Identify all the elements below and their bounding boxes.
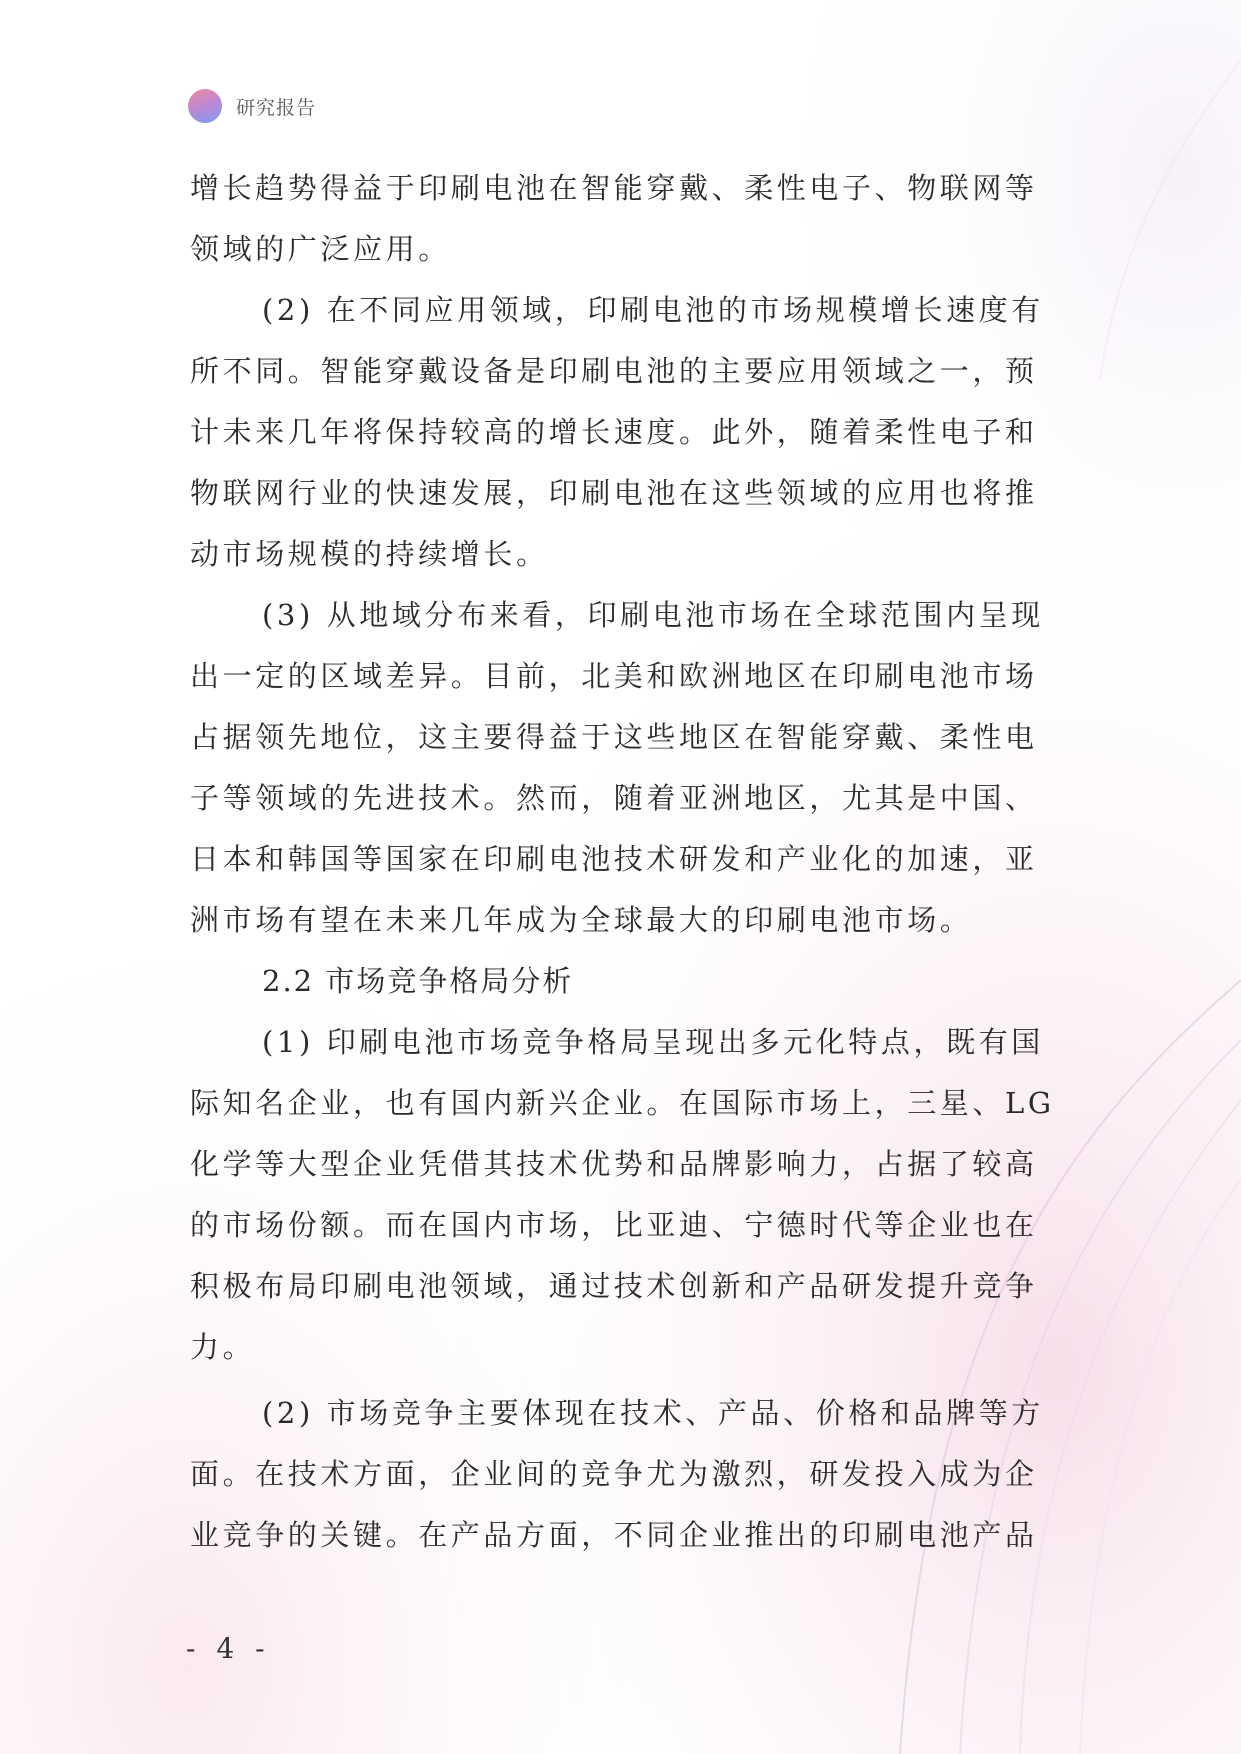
header-label: 研究报告: [236, 96, 317, 119]
paragraph-line: (2) 在不同应用领域，印刷电池的市场规模增长速度有: [262, 293, 1044, 327]
header-logo-icon: [188, 89, 222, 123]
paragraph-line: 际知名企业，也有国内新兴企业。在国际市场上，三星、LG: [190, 1086, 1055, 1120]
paragraph-line: 的市场份额。而在国内市场，比亚迪、宁德时代等企业也在: [190, 1208, 1038, 1242]
paragraph-line: 洲市场有望在未来几年成为全球最大的印刷电池市场。: [190, 903, 973, 937]
paragraph-line: 子等领域的先进技术。然而，随着亚洲地区，尤其是中国、: [190, 781, 1038, 815]
paragraph-line: (2) 市场竞争主要体现在技术、产品、价格和品牌等方: [262, 1396, 1044, 1430]
page-number: - 4 -: [186, 1632, 271, 1665]
paragraph-line: 占据领先地位，这主要得益于这些地区在智能穿戴、柔性电: [190, 720, 1038, 754]
paragraph-line: 日本和韩国等国家在印刷电池技术研发和产业化的加速，亚: [190, 842, 1038, 876]
paragraph-line: 面。在技术方面，企业间的竞争尤为激烈，研发投入成为企: [190, 1457, 1038, 1491]
paragraph-line: 出一定的区域差异。目前，北美和欧洲地区在印刷电池市场: [190, 659, 1038, 693]
paragraph-line: 计未来几年将保持较高的增长速度。此外，随着柔性电子和: [190, 415, 1038, 449]
paragraph-line: (3) 从地域分布来看，印刷电池市场在全球范围内呈现: [262, 598, 1044, 632]
paragraph-line: (1) 印刷电池市场竞争格局呈现出多元化特点，既有国: [262, 1025, 1044, 1059]
paragraph-line: 物联网行业的快速发展，印刷电池在这些领域的应用也将推: [190, 476, 1038, 510]
paragraph-line: 所不同。智能穿戴设备是印刷电池的主要应用领域之一，预: [190, 354, 1038, 388]
paragraph-line: 力。: [190, 1330, 256, 1364]
report-header: [188, 88, 316, 124]
paragraph-line: 业竞争的关键。在产品方面，不同企业推出的印刷电池产品: [190, 1518, 1038, 1552]
paragraph-line: 化学等大型企业凭借其技术优势和品牌影响力，占据了较高: [190, 1147, 1038, 1181]
section-heading: 2.2 市场竞争格局分析: [262, 964, 574, 998]
paragraph-line: 增长趋势得益于印刷电池在智能穿戴、柔性电子、物联网等: [190, 171, 1038, 205]
paragraph-line: 积极布局印刷电池领域，通过技术创新和产品研发提升竞争: [190, 1269, 1038, 1303]
paragraph-line: 领域的广泛应用。: [190, 232, 451, 266]
paragraph-line: 动市场规模的持续增长。: [190, 537, 549, 571]
